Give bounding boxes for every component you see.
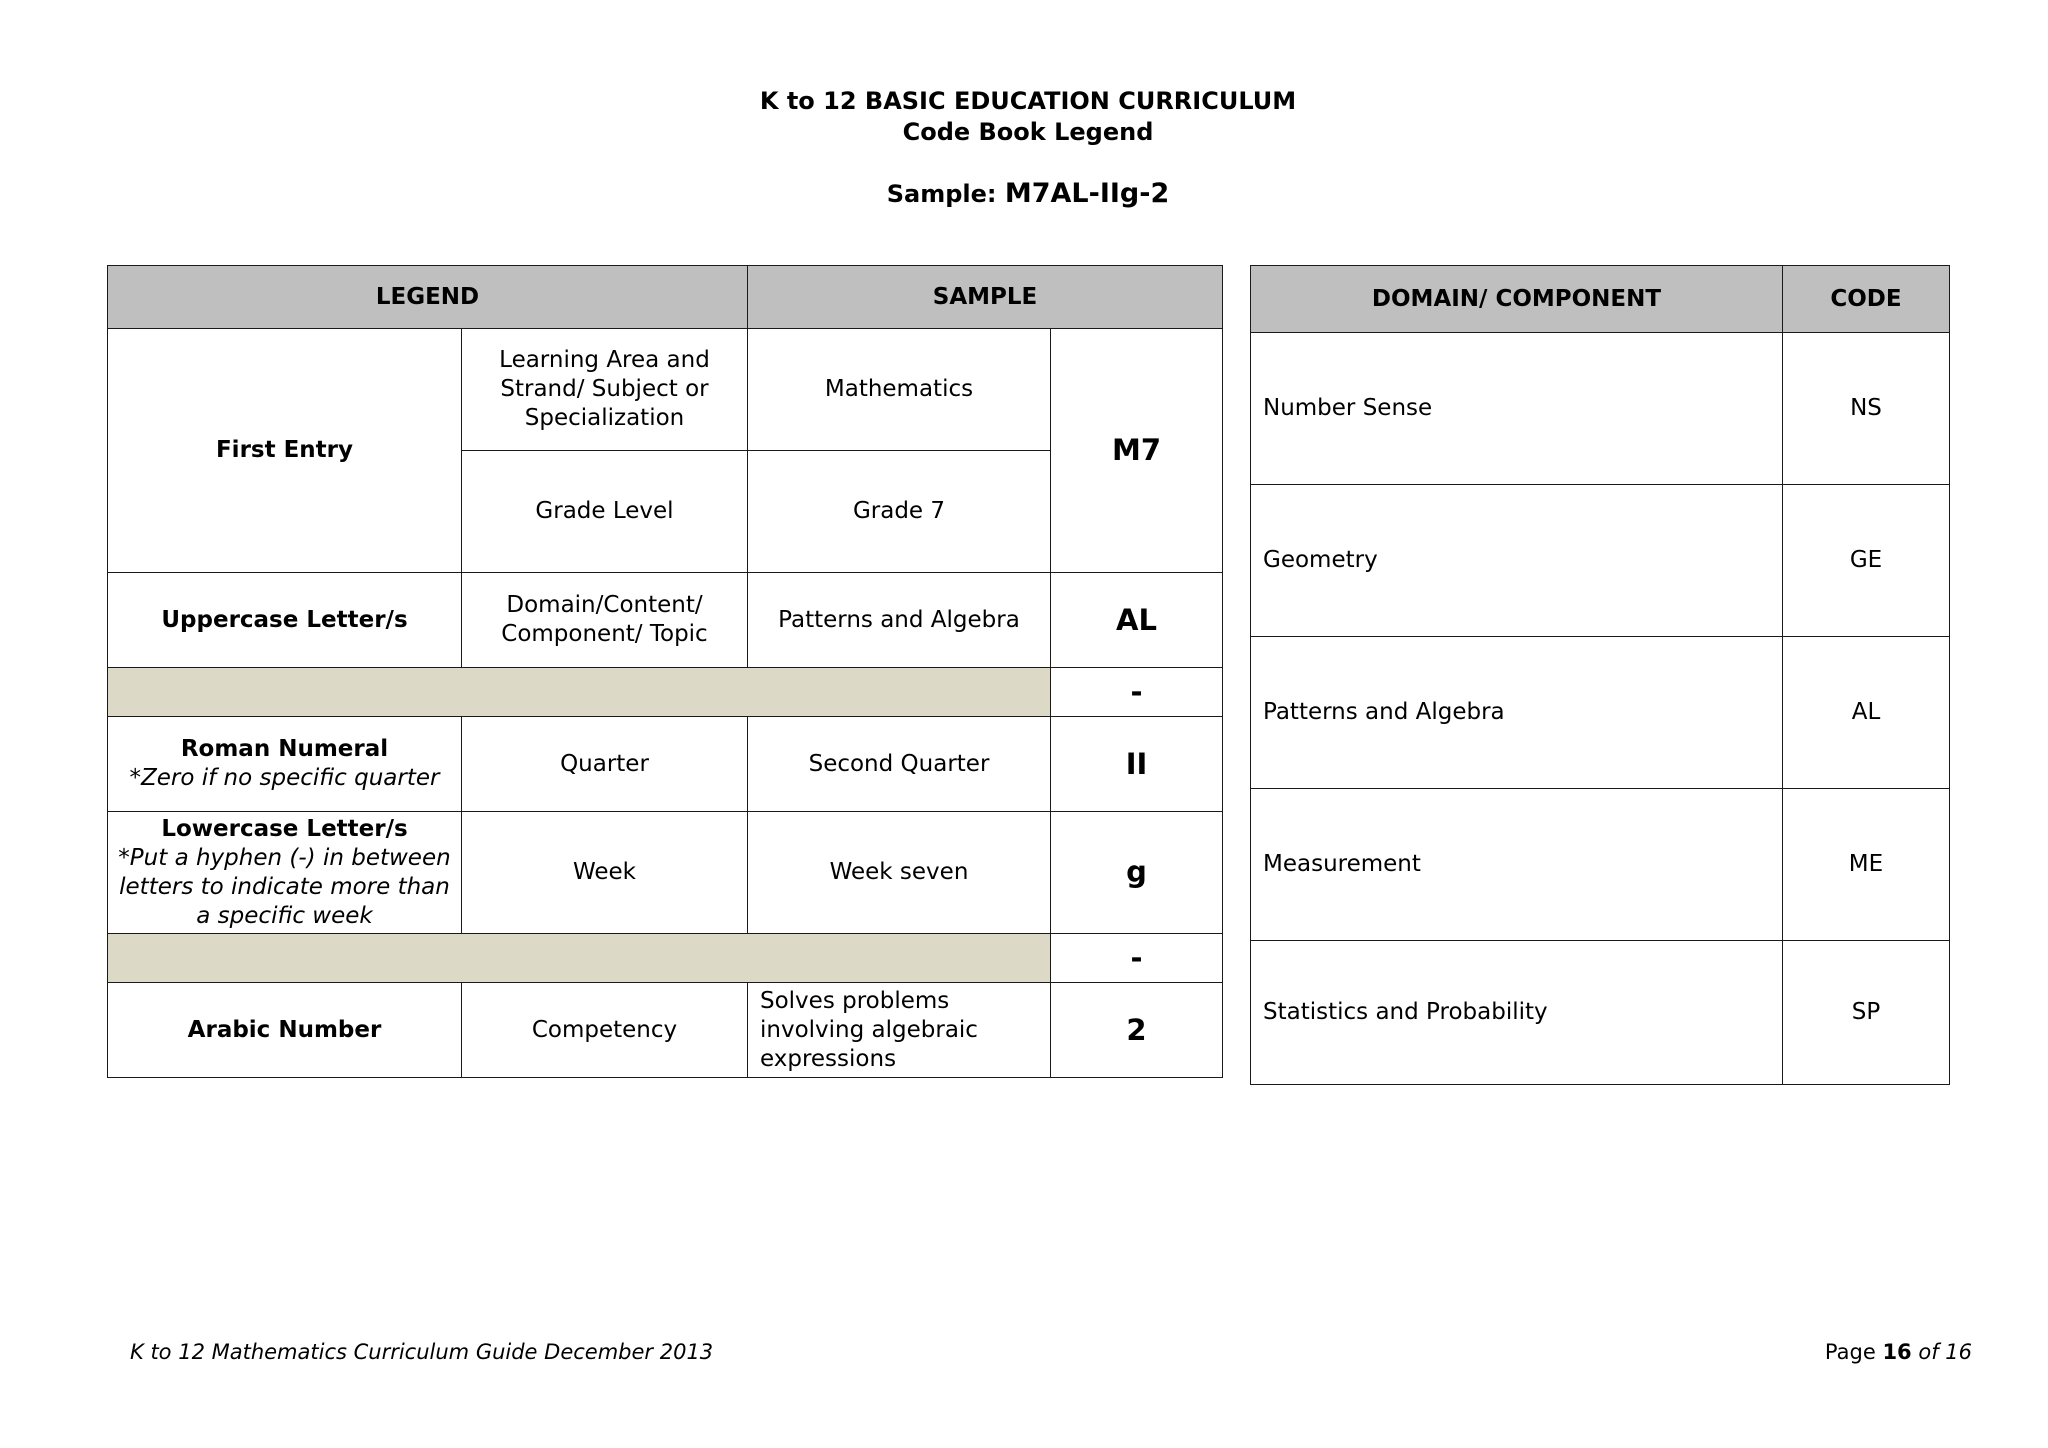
- page-number: 16: [1882, 1340, 1912, 1364]
- lowercase-code: g: [1051, 812, 1223, 934]
- domain-code: ME: [1783, 789, 1950, 941]
- sample-label: Sample:: [886, 180, 997, 208]
- footer-document-title: K to 12 Mathematics Curriculum Guide December 2013: [130, 1340, 714, 1364]
- roman-note: *Zero if no specific quarter: [129, 765, 440, 791]
- sample-code: M7AL-IIg-2: [1004, 178, 1170, 209]
- uppercase-label: Uppercase Letter/s: [108, 573, 462, 668]
- roman-label-cell: [108, 717, 462, 812]
- page-label: Page: [1824, 1340, 1876, 1364]
- lowercase-desc: Week: [462, 812, 748, 934]
- domain-header-row: [1251, 266, 1950, 333]
- lowercase-label-cell: [108, 812, 462, 934]
- legend-header-row: [108, 266, 1223, 329]
- domain-code: AL: [1783, 637, 1950, 789]
- domain-code: NS: [1783, 333, 1950, 485]
- lowercase-row: [108, 812, 1223, 934]
- uppercase-row: [108, 573, 1223, 668]
- document-title: K to 12 BASIC EDUCATION CURRICULUM: [759, 87, 1297, 115]
- sample-line: [0, 178, 2048, 209]
- separator-code-1: -: [1051, 668, 1223, 717]
- domain-name: Measurement: [1251, 789, 1783, 941]
- arabic-sample: Solves problems involving algebraic expressions: [748, 983, 1051, 1078]
- first-entry-sample-1: Mathematics: [748, 329, 1051, 451]
- roman-sample: Second Quarter: [748, 717, 1051, 812]
- domain-name: Geometry: [1251, 485, 1783, 637]
- arabic-row: [108, 983, 1223, 1078]
- domain-name: Number Sense: [1251, 333, 1783, 485]
- arabic-code: 2: [1051, 983, 1223, 1078]
- document-subtitle: Code Book Legend: [902, 118, 1154, 146]
- code-header: CODE: [1783, 266, 1950, 333]
- domain-row: [1251, 789, 1950, 941]
- roman-label: Roman Numeral: [180, 736, 389, 762]
- arabic-desc: Competency: [462, 983, 748, 1078]
- domain-header: DOMAIN/ COMPONENT: [1251, 266, 1783, 333]
- roman-code: II: [1051, 717, 1223, 812]
- domain-row: [1251, 485, 1950, 637]
- document-header: [0, 86, 2048, 209]
- legend-header: LEGEND: [108, 266, 748, 329]
- first-entry-desc-1: Learning Area and Strand/ Subject or Specialization: [462, 329, 748, 451]
- sample-header: SAMPLE: [748, 266, 1223, 329]
- first-entry-label: First Entry: [108, 329, 462, 573]
- first-entry-sample-2: Grade 7: [748, 451, 1051, 573]
- footer-page-number: [1825, 1340, 1972, 1364]
- lowercase-sample: Week seven: [748, 812, 1051, 934]
- domain-code: GE: [1783, 485, 1950, 637]
- domain-name: Patterns and Algebra: [1251, 637, 1783, 789]
- uppercase-desc: Domain/Content/ Component/ Topic: [462, 573, 748, 668]
- separator-fill-2: [108, 934, 1051, 983]
- domain-row: [1251, 333, 1950, 485]
- domain-row: [1251, 637, 1950, 789]
- separator-fill-1: [108, 668, 1051, 717]
- lowercase-label: Lowercase Letter/s: [161, 815, 408, 842]
- domain-code: SP: [1783, 941, 1950, 1085]
- uppercase-sample: Patterns and Algebra: [748, 573, 1051, 668]
- legend-table: [107, 265, 1223, 1078]
- separator-code-2: -: [1051, 934, 1223, 983]
- first-entry-code: M7: [1051, 329, 1223, 573]
- uppercase-code: AL: [1051, 573, 1223, 668]
- page-total: of 16: [1918, 1340, 1972, 1364]
- separator-row-2: [108, 934, 1223, 983]
- roman-desc: Quarter: [462, 717, 748, 812]
- first-entry-row-1: [108, 329, 1223, 451]
- domain-row: [1251, 941, 1950, 1085]
- domain-table: [1250, 265, 1950, 1085]
- domain-name: Statistics and Probability: [1251, 941, 1783, 1085]
- separator-row-1: [108, 668, 1223, 717]
- lowercase-note: *Put a hyphen (-) in between letters to indicate more than a specific week: [118, 844, 451, 929]
- roman-row: [108, 717, 1223, 812]
- arabic-label: Arabic Number: [108, 983, 462, 1078]
- first-entry-desc-2: Grade Level: [462, 451, 748, 573]
